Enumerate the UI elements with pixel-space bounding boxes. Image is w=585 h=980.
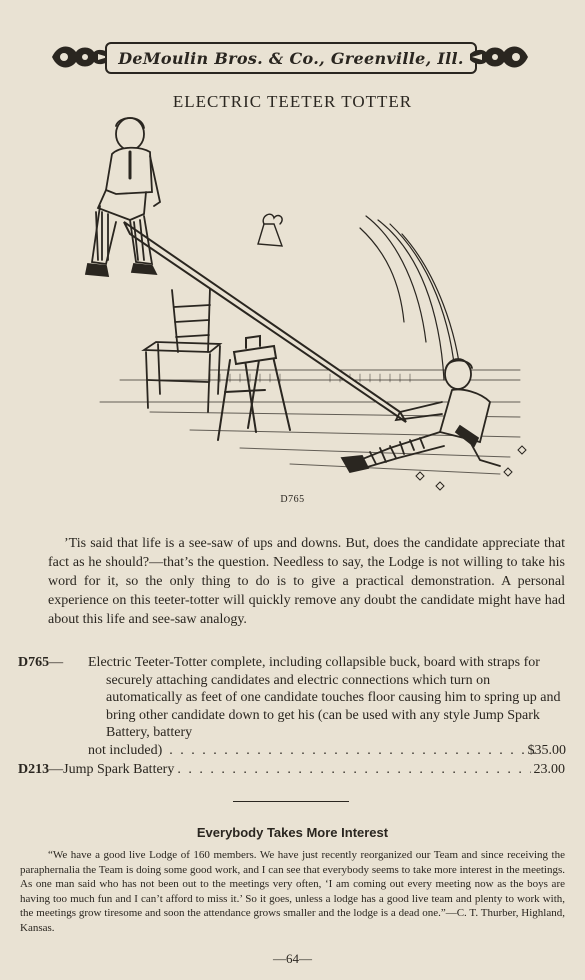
left-ornament-icon [50,40,112,74]
header-banner [50,40,530,74]
illustration-caption: D765 [280,494,305,505]
product-code: D213 [18,762,50,777]
intro-paragraph: ’Tis said that life is a see-saw of ups and downs. But, does the candidate appreciate that fact as he should?—that’s the question. Needless to say, the Lodge is not willing to take his word for it, so the only thing to do is to give a practical demonstration. A personal experience on this teeter-totter will quickly remove any doubt the candidate might have had about this life and see-saw analogy. [48,536,565,627]
testimonial-text: “We have a good live Lodge of 160 members. We have just recently reorganized our Team and since receiving the paraphernalia the Team is doing some good work, and I can see that everybody seems to take more interest in the meetings. As one man said who has not been out to the meetings very often, ‘I am coming out every meeting now as the boys are having too much fun and I can’t afford to miss it.’ So it goes, unless a lodge has a good live team and plenty to work with, the meetings grow tiresome and soon the attendance grows smaller and the lodge is a dead one.”—C. T. Thurber, Highland, Kansas. [20,849,565,934]
product-description: Electric Teeter-Totter complete, including collapsible buck, board with straps for securely attaching candidates and electric connections which turn on automatically as feet of one candidate touches floor causing him to spring up and bring other candidate down to get his (can be used with any style Jump Spark Battery, battery [88,655,561,740]
product-code: D765 [18,655,50,670]
dot-leader [165,742,542,760]
banner-frame [105,42,477,74]
product-price: $35.00 [527,742,566,758]
testimonial-heading: Everybody Takes More Interest [196,825,389,840]
price-line: D213—Jump Spark Battery . . . 23.00 [18,761,565,779]
right-ornament-icon [468,40,530,74]
banner-text: DeMoulin Bros. & Co., Greenville, Ill. [118,48,464,68]
product-price: 23.00 [533,762,565,777]
em-dash: — [49,655,64,670]
page-number: —64— [273,951,312,966]
dot-leader [177,761,530,779]
section-divider [233,801,349,802]
teeter-totter-illustration [60,112,530,492]
product-item-d765 [18,654,566,758]
product-description: Jump Spark Battery [63,762,175,777]
product-item-d213 [18,761,565,779]
product-description-end: not included) [88,742,163,758]
page-title: ELECTRIC TEETER TOTTER [172,92,413,111]
price-line [88,742,566,760]
